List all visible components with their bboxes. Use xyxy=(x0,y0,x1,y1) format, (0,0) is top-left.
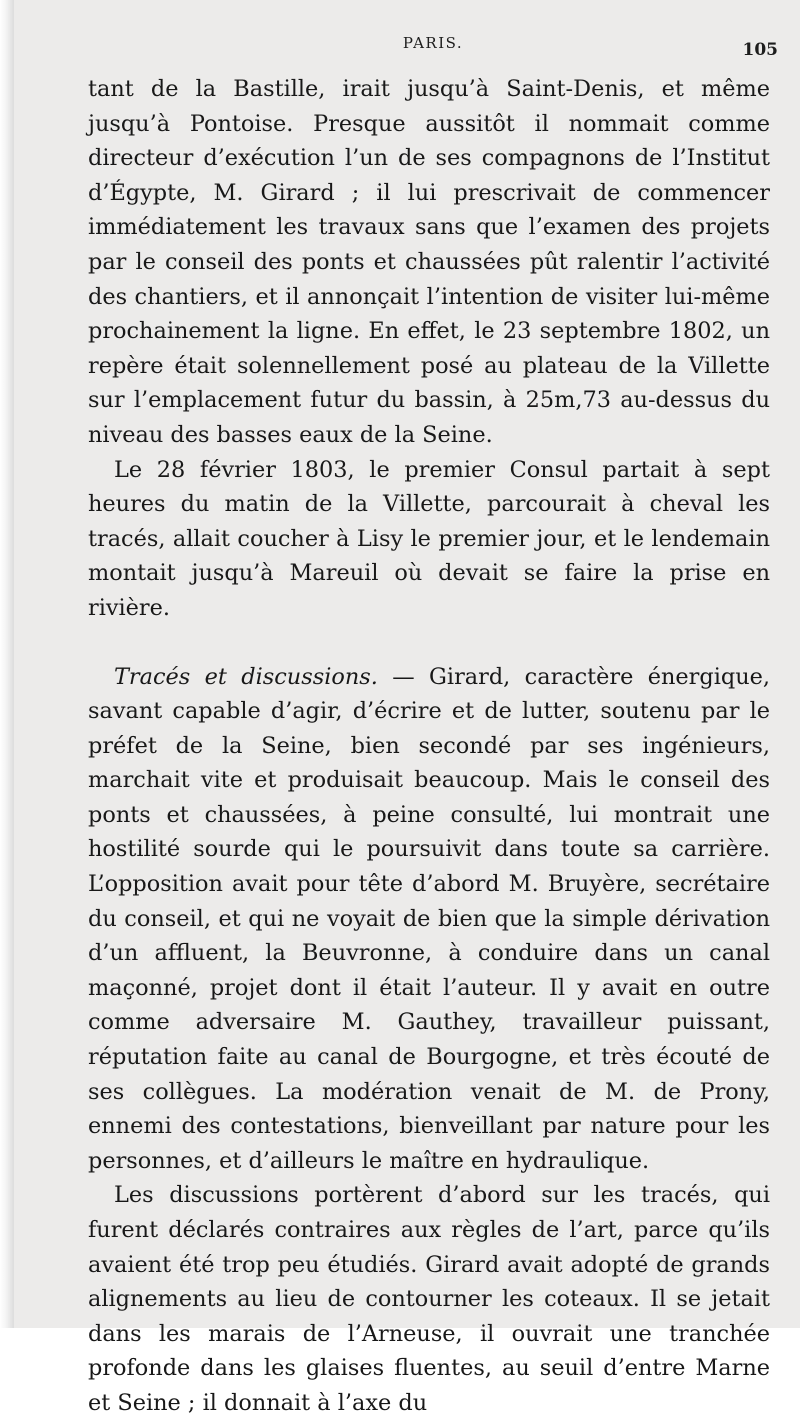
section-spacer xyxy=(88,626,770,660)
paragraph-continuation: tant de la Bastille, irait jusqu’à Saint-Denis, et même jusqu’à Pontoise. Presque aussitôt il nommait comme directeur d’exécution l’un de ses compagnons de l’Institut d’Égypte, M. Girard ; il lui prescrivait de commencer immédiatement les travaux sans que l’examen des projets par le conseil des ponts et chaussées pût ralentir l’activité des chantiers, et il annonçait l’intention de visiter lui-même prochainement la ligne. En effet, le 23 septembre 1802, un repère était solennellement posé au plateau de la Villette sur l’emplacement futur du bassin, à 25m,73 au-dessus du niveau des basses eaux de la Seine. xyxy=(88,76,770,448)
section-text-traces: — Girard, caractère énergique, savant capable d’agir, d’écrire et de lutter, soutenu par le préfet de la Seine, bien secondé par ses ingénieurs, marchait vite et produisait beaucoup. Mais le conseil des ponts et chaussées, à peine consulté, lui montrait une hostilité sourde qui le poursuivit dans toute sa carrière. L’opposition avait pour tête d’abord M. Bruyère, secrétaire du conseil, et qui ne voyait de bien que la simple dérivation d’un affluent, la Beuvronne, à conduire dans un canal maçonné, projet dont il était l’auteur. Il y avait en outre comme adversaire M. Gauthey, travailleur puissant, réputation faite au canal de Bourgogne, et très écouté de ses collègues. La modération venait de M. de Prony, ennemi des contestations, bienveillant par nature pour les personnes, et d’ailleurs le maître en hydraulique. xyxy=(88,663,770,1174)
paragraph-consul-visit: Le 28 février 1803, le premier Consul partait à sept heures du matin de la Villette, parcourait à cheval les tracés, allait coucher à Lisy le premier jour, et le lendemain montait jusqu’à Mareuil où devait se faire la prise en rivière. xyxy=(88,456,770,621)
page-number: 105 xyxy=(742,40,778,60)
page-header xyxy=(88,30,778,64)
paragraph-traces-discussions xyxy=(88,660,770,1179)
page-gutter-shadow xyxy=(0,0,14,1328)
running-head: PARIS. xyxy=(402,34,464,52)
section-heading-traces: Tracés et discussions. xyxy=(114,663,378,690)
paragraph-discussions: Les discussions portèrent d’abord sur les tracés, qui furent déclarés contraires aux règles de l’art, parce qu’ils avaient été trop peu étudiés. Girard avait adopté de grands alignements au lieu de contourner les coteaux. Il se jetait dans les marais de l’Arneuse, il ouvrait une tranchée profonde dans les glaises fluentes, au seuil d’entre Marne et Seine ; il donnait à l’axe du xyxy=(88,1182,770,1416)
body-text xyxy=(88,72,770,1421)
